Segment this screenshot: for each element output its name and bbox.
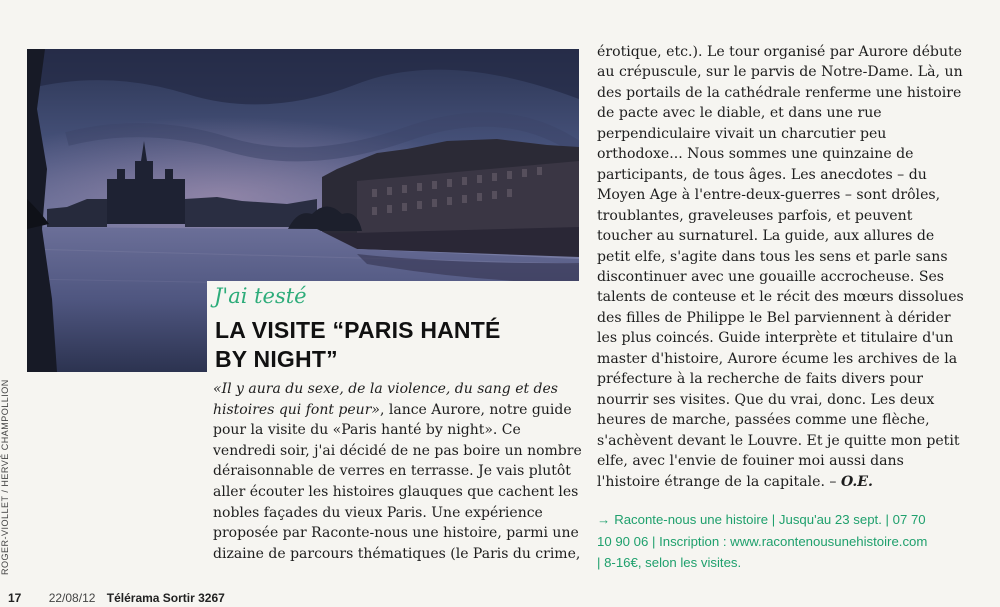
- headline-line: LA VISITE “PARIS HANTÉ: [215, 317, 501, 343]
- body-line: Moyen Age à l'entre-deux-guerres – sont drôles,: [597, 187, 941, 204]
- body-line: des filles de Philippe le Bel parviennent à dérider: [597, 309, 951, 326]
- body-line: elfe, avec l'envie de fouiner moi aussi dans: [597, 453, 904, 470]
- body-text: l'histoire étrange de la capitale. –: [597, 473, 841, 490]
- author-signature: O.E.: [840, 473, 873, 490]
- body-line: les plus coincés. Guide interprète et titulaire d'un: [597, 330, 954, 347]
- body-line: heures de marche, passées comme une flèche,: [597, 412, 930, 429]
- body-line: dizaine de parcours thématiques (le Paris du crime,: [213, 545, 581, 562]
- practical-info: [597, 509, 977, 574]
- body-line: [213, 379, 583, 400]
- info-line: [597, 509, 977, 531]
- body-line: des portails de la cathédrale renferme une histoire: [597, 84, 962, 101]
- body-text: , lance Aurore, notre guide: [379, 401, 572, 418]
- body-line: troublantes, graveleuses parfois, et peuvent: [597, 207, 913, 224]
- quote-text: histoires qui font peur»: [213, 401, 380, 418]
- body-line: petit elfe, s'agite dans tous les sens et parle sans: [597, 248, 948, 265]
- body-line: vendredi soir, j'ai décidé de ne pas boire un nombre: [213, 442, 582, 459]
- info-line: | 8-16€, selon les visites.: [597, 555, 742, 570]
- article-headline: [215, 316, 555, 374]
- body-line: orthodoxe... Nous sommes une quinzaine de: [597, 146, 914, 163]
- magazine-name: Télérama Sortir 3267: [106, 591, 225, 605]
- body-line: perpendiculaire vivait un charcutier peu: [597, 125, 887, 142]
- issue-date: 22/08/12: [48, 591, 96, 605]
- body-line: érotique, etc.). Le tour organisé par Aurore débute: [597, 44, 963, 60]
- body-line: participants, de tous âges. Les anecdotes – du: [597, 166, 927, 183]
- info-text: Raconte-nous une histoire | Jusqu'au 23 sept. | 07 70: [614, 512, 926, 527]
- body-line: toucher au surnaturel. La guide, aux allures de: [597, 228, 935, 245]
- section-kicker: J'ai testé: [214, 284, 307, 308]
- info-line: 10 90 06 | Inscription : www.racontenousunehistoire.com: [597, 533, 928, 549]
- body-line: s'achèvent devant le Louvre. Et je quitte mon petit: [597, 432, 960, 449]
- body-line: pour la visite du «Paris hanté by night». Ce: [213, 422, 521, 439]
- body-line: master d'histoire, Aurore écume les archives de la: [597, 350, 958, 367]
- arrow-right-icon: →: [597, 512, 611, 527]
- body-line: talents de conteuse et le récit des mœurs dissolues: [597, 289, 964, 306]
- photo-credit: ROGER-VIOLLET / HERVÉ CHAMPOLLION: [0, 379, 10, 575]
- article-column-2: [597, 42, 969, 492]
- page-footer: [8, 591, 225, 605]
- bleed-through-text: [280, 0, 980, 16]
- page-number: 17: [8, 591, 22, 605]
- headline-line: BY NIGHT”: [215, 346, 338, 372]
- body-line: [213, 400, 583, 421]
- body-line: nourrir ses visites. Que du vrai, donc. Les deux: [597, 391, 935, 408]
- body-line: discontinuer avec une gouaille accrocheuse. Ses: [597, 268, 945, 285]
- body-line: aller écouter les histoires glauques que cachent les: [213, 483, 579, 500]
- article-column-1: [213, 379, 583, 564]
- body-line: de pacte avec le diable, et dans une rue: [597, 105, 882, 122]
- body-line: nobles façades du vieux Paris. Une expérience: [213, 504, 543, 521]
- body-line: au crépuscule, sur le parvis de Notre-Dame. Là, un: [597, 64, 963, 81]
- body-line: déraisonnable de verres en terrasse. Je vais plutôt: [213, 463, 571, 480]
- body-line: [597, 472, 969, 492]
- quote-text: «Il y aura du sexe, de la violence, du sang et des: [213, 381, 558, 397]
- body-line: préfecture à la recherche de faits divers pour: [597, 371, 923, 388]
- body-line: proposée par Raconte-nous une histoire, parmi une: [213, 525, 579, 542]
